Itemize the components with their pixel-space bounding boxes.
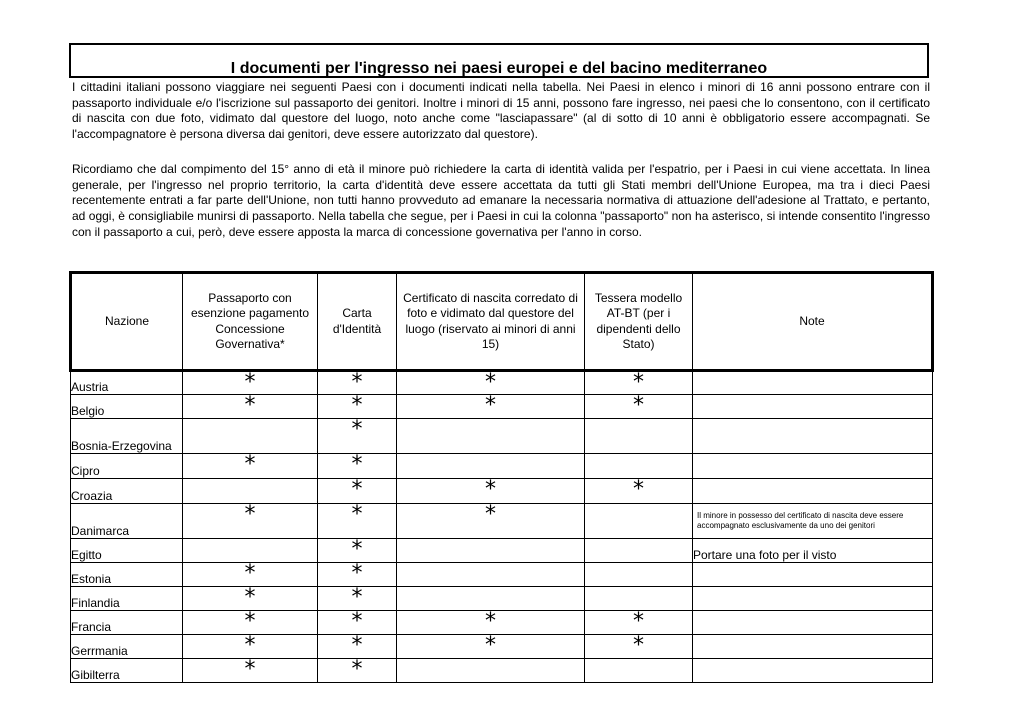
nation-cell: Finlandia	[71, 587, 183, 611]
tessera-cell	[585, 563, 693, 587]
asterisk-mark: *	[244, 657, 256, 682]
tessera-cell	[585, 454, 693, 479]
asterisk-mark: *	[351, 609, 363, 634]
asterisk-mark: *	[485, 633, 496, 658]
table-body	[71, 371, 933, 683]
certificato-cell	[397, 587, 585, 611]
asterisk-mark: *	[351, 502, 363, 527]
certificato-cell	[397, 419, 585, 454]
table-row	[71, 395, 933, 419]
note-cell	[693, 479, 933, 504]
asterisk-mark: *	[244, 609, 256, 634]
asterisk-mark: *	[351, 452, 363, 477]
notice-paragraph: Ricordiamo che dal compimento del 15° anno di età il minore può richiedere la carta di identità valida per l'espatrio, per i Paesi in cui viene accettata. In linea generale, per l'ingresso nel proprio territorio, la carta d'identità deve essere accettata da tutti gli Stati membri dell'Unione Europea, ma tra i dieci Paesi recentemente entrati a far parte dell'Unione, non tutti hanno provveduto ad emanare la necessaria normativa di attuazione dell'adesione al Trattato, e pertanto, ad oggi, è consigliabile munirsi di passaporto. Nella tabella che segue, per i Paesi in cui la colonna "passaporto" non ha asterisco, si intende consentito l'ingresso con il passaporto a cui, però, deve essere apposta la marca di concessione governativa per l'anno in corso.	[72, 162, 930, 239]
header-certificato: Certificato di nascita corredato di foto e vidimato dal questore del luogo (riservato ai minori di anni 15)	[397, 273, 585, 371]
nation-cell: Belgio	[71, 395, 183, 419]
certificato-cell	[397, 563, 585, 587]
tessera-cell	[585, 611, 693, 635]
note-cell: Portare una foto per il visto	[693, 539, 933, 563]
tessera-cell	[585, 635, 693, 659]
header-carta: Carta d'Identità	[318, 273, 397, 371]
nation-cell: Danimarca	[71, 504, 183, 539]
note-cell	[693, 454, 933, 479]
note-cell	[693, 371, 933, 395]
table-row	[71, 611, 933, 635]
note-cell	[693, 419, 933, 454]
header-note: Note	[693, 273, 933, 371]
asterisk-mark: *	[633, 477, 644, 502]
table-row	[71, 539, 933, 563]
tessera-cell	[585, 395, 693, 419]
passaporto-cell	[183, 587, 318, 611]
note-cell	[693, 587, 933, 611]
table-row	[71, 454, 933, 479]
certificato-cell	[397, 504, 585, 539]
nation-cell: Austria	[71, 371, 183, 395]
intro-paragraph: I cittadini italiani possono viaggiare nei seguenti Paesi con i documenti indicati nella tabella. Nei Paesi in elenco i minori di 16 anni possono entrare con il passaporto individuale e/o l'iscrizione sul passaporto dei genitori. Inoltre i minori di 15 anni, possono fare ingresso, nei paesi che lo consentono, con il certificato di nascita con due foto, vidimato dal questore del luogo, noto anche come "lasciapassare" (al di sotto di 10 anni è obbligatorio essere accompagnati. Se l'accompagnatore è persona diversa dai genitori, deve essere autorizzato dal questore).	[72, 80, 930, 142]
nation-cell: Francia	[71, 611, 183, 635]
certificato-cell	[397, 611, 585, 635]
asterisk-mark: *	[351, 370, 363, 395]
nation-cell: Gerrmania	[71, 635, 183, 659]
nation-cell: Egitto	[71, 539, 183, 563]
asterisk-mark: *	[485, 393, 496, 418]
asterisk-mark: *	[244, 502, 256, 527]
certificato-cell	[397, 539, 585, 563]
asterisk-mark: *	[633, 633, 644, 658]
asterisk-mark: *	[244, 633, 256, 658]
note-cell	[693, 395, 933, 419]
table-row	[71, 659, 933, 683]
carta-cell	[318, 587, 397, 611]
asterisk-mark: *	[485, 477, 496, 502]
document-title: I documenti per l'ingresso nei paesi europei e del bacino mediterraneo	[230, 60, 768, 77]
asterisk-mark: *	[351, 537, 363, 562]
passaporto-cell	[183, 563, 318, 587]
passaporto-cell	[183, 371, 318, 395]
tessera-cell	[585, 419, 693, 454]
nation-cell: Bosnia-Erzegovina	[71, 419, 183, 454]
nation-cell: Croazia	[71, 479, 183, 504]
asterisk-mark: *	[485, 609, 496, 634]
note-cell	[693, 659, 933, 683]
certificato-cell	[397, 371, 585, 395]
table-row	[71, 587, 933, 611]
tessera-cell	[585, 479, 693, 504]
table-row	[71, 371, 933, 395]
asterisk-mark: *	[351, 393, 363, 418]
carta-cell	[318, 539, 397, 563]
header-passaporto: Passaporto con esenzione pagamento Concessione Governativa*	[183, 273, 318, 371]
passaporto-cell	[183, 659, 318, 683]
asterisk-mark: *	[351, 657, 363, 682]
asterisk-mark: *	[351, 417, 363, 442]
note-cell	[693, 611, 933, 635]
table-row	[71, 635, 933, 659]
carta-cell	[318, 371, 397, 395]
asterisk-mark: *	[633, 393, 644, 418]
carta-cell	[318, 479, 397, 504]
passaporto-cell	[183, 419, 318, 454]
note-cell	[693, 635, 933, 659]
note-cell	[693, 563, 933, 587]
asterisk-mark: *	[351, 477, 363, 502]
tessera-cell	[585, 659, 693, 683]
carta-cell	[318, 659, 397, 683]
table-row	[71, 479, 933, 504]
passaporto-cell	[183, 539, 318, 563]
asterisk-mark: *	[485, 502, 496, 527]
title-box	[69, 43, 929, 78]
carta-cell	[318, 454, 397, 479]
carta-cell	[318, 635, 397, 659]
tessera-cell	[585, 504, 693, 539]
asterisk-mark: *	[351, 561, 363, 586]
asterisk-mark: *	[633, 370, 644, 395]
certificato-cell	[397, 395, 585, 419]
passaporto-cell	[183, 611, 318, 635]
asterisk-mark: *	[351, 585, 363, 610]
certificato-cell	[397, 454, 585, 479]
nation-cell: Gibilterra	[71, 659, 183, 683]
tessera-cell	[585, 539, 693, 563]
asterisk-mark: *	[633, 609, 644, 634]
passaporto-cell	[183, 635, 318, 659]
tessera-cell	[585, 371, 693, 395]
carta-cell	[318, 504, 397, 539]
nation-cell: Estonia	[71, 563, 183, 587]
header-nazione: Nazione	[71, 273, 183, 371]
asterisk-mark: *	[244, 561, 256, 586]
table-header-row	[71, 273, 933, 371]
tessera-cell	[585, 587, 693, 611]
certificato-cell	[397, 659, 585, 683]
note-cell: Il minore in possesso del certificato di nascita deve essere accompagnato esclusivamente da uno dei genitori	[693, 504, 933, 539]
nation-cell: Cipro	[71, 454, 183, 479]
header-tessera: Tessera modello AT-BT (per i dipendenti dello Stato)	[585, 273, 693, 371]
table-row	[71, 419, 933, 454]
certificato-cell	[397, 479, 585, 504]
passaporto-cell	[183, 454, 318, 479]
carta-cell	[318, 611, 397, 635]
certificato-cell	[397, 635, 585, 659]
asterisk-mark: *	[244, 585, 256, 610]
carta-cell	[318, 395, 397, 419]
table-row	[71, 504, 933, 539]
documents-table	[69, 271, 934, 683]
asterisk-mark: *	[485, 370, 496, 395]
asterisk-mark: *	[351, 633, 363, 658]
asterisk-mark: *	[244, 393, 256, 418]
passaporto-cell	[183, 479, 318, 504]
passaporto-cell	[183, 395, 318, 419]
asterisk-mark: *	[244, 452, 256, 477]
table-row	[71, 563, 933, 587]
carta-cell	[318, 419, 397, 454]
carta-cell	[318, 563, 397, 587]
passaporto-cell	[183, 504, 318, 539]
asterisk-mark: *	[244, 370, 256, 395]
